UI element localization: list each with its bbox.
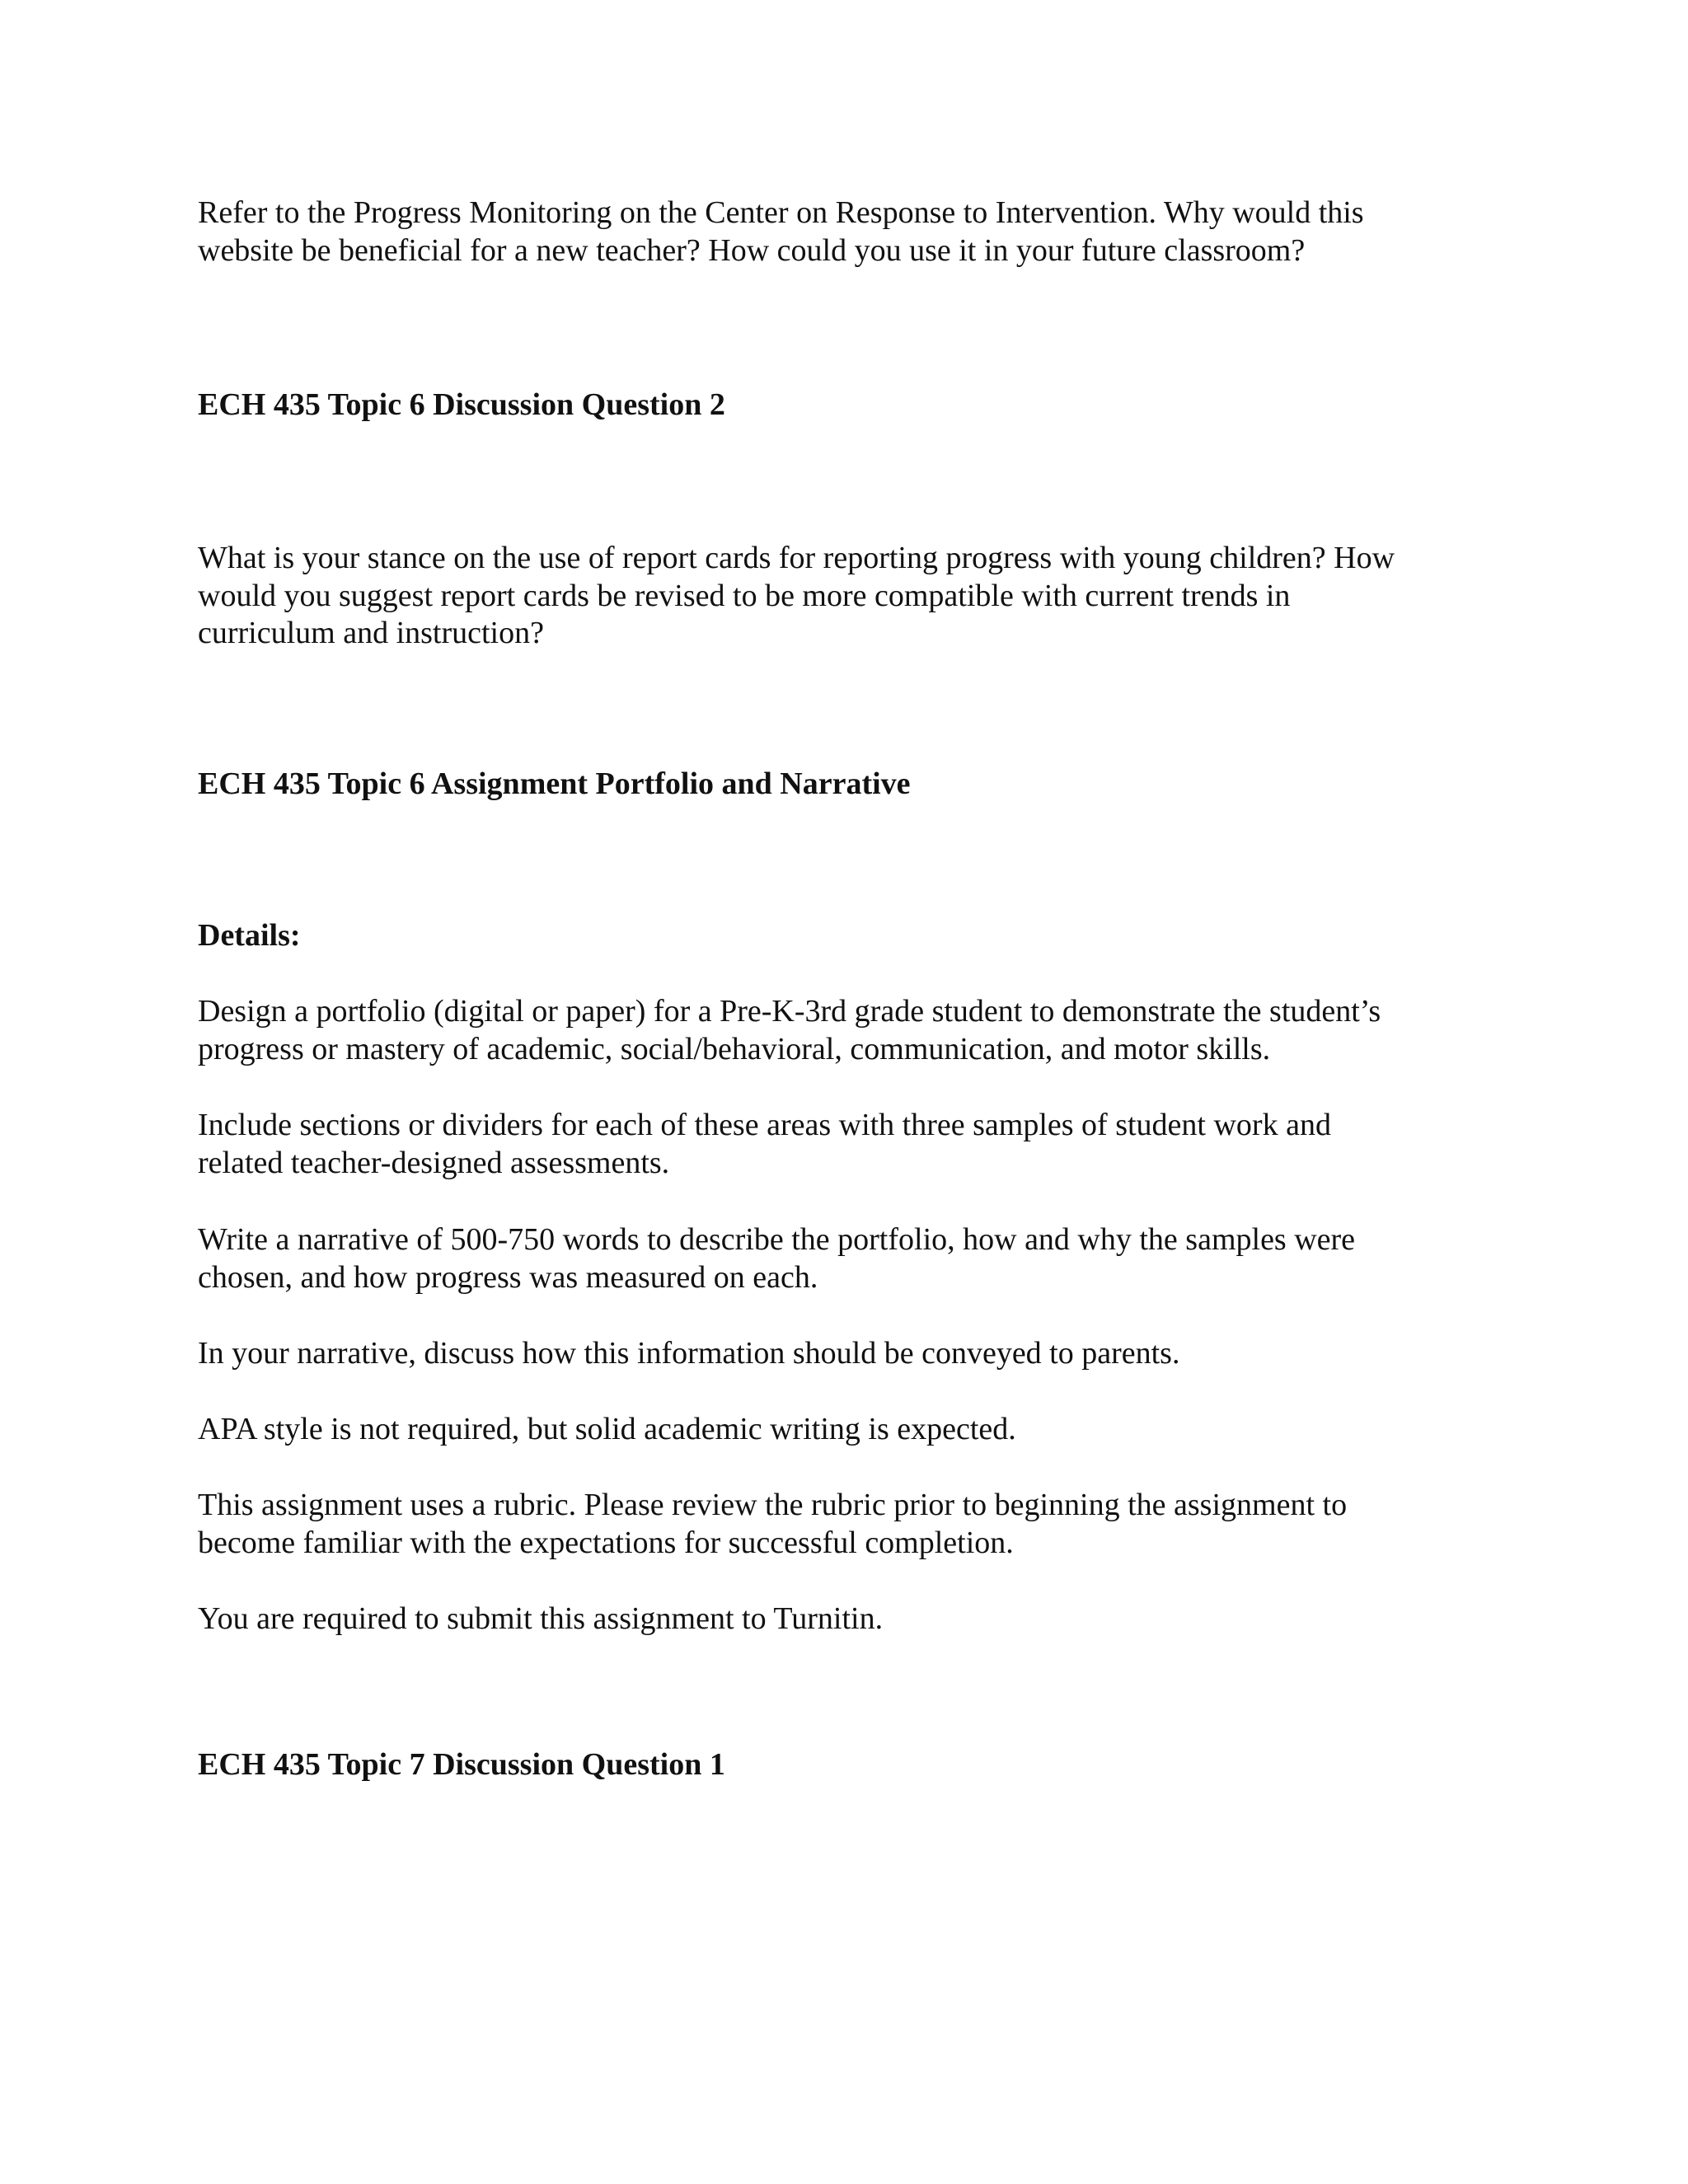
details-paragraph-line: Write a narrative of 500-750 words to describe the portfolio, how and why the samples were bbox=[198, 1222, 1356, 1257]
details-paragraph-line: You are required to submit this assignment to Turnitin. bbox=[198, 1601, 884, 1636]
details-paragraph-line: chosen, and how progress was measured on each. bbox=[198, 1260, 818, 1295]
details-paragraph-line: related teacher-designed assessments. bbox=[198, 1146, 670, 1180]
details-paragraph-line: Include sections or dividers for each of these areas with three samples of student work and bbox=[198, 1108, 1331, 1142]
section-heading: ECH 435 Topic 6 Discussion Question 2 bbox=[198, 387, 725, 422]
section-heading: ECH 435 Topic 6 Assignment Portfolio and Narrative bbox=[198, 766, 911, 801]
question-text-line: curriculum and instruction? bbox=[198, 616, 544, 650]
intro-text-line: website be beneficial for a new teacher? How could you use it in your future classroom? bbox=[198, 233, 1306, 268]
details-paragraph-line: progress or mastery of academic, social/behavioral, communication, and motor skills. bbox=[198, 1032, 1271, 1066]
intro-text-line: Refer to the Progress Monitoring on the Center on Response to Intervention. Why would this bbox=[198, 195, 1364, 230]
details-paragraph-line: Design a portfolio (digital or paper) for a Pre-K-3rd grade student to demonstrate the student’s bbox=[198, 994, 1381, 1029]
details-paragraph-line: In your narrative, discuss how this information should be conveyed to parents. bbox=[198, 1336, 1180, 1371]
question-text-line: What is your stance on the use of report cards for reporting progress with young children? How bbox=[198, 541, 1395, 575]
details-label: Details: bbox=[198, 918, 301, 953]
question-text-line: would you suggest report cards be revised to be more compatible with current trends in bbox=[198, 579, 1291, 613]
details-paragraph-line: APA style is not required, but solid academic writing is expected. bbox=[198, 1412, 1016, 1446]
details-paragraph-line: become familiar with the expectations for successful completion. bbox=[198, 1526, 1014, 1560]
section-heading: ECH 435 Topic 7 Discussion Question 1 bbox=[198, 1747, 725, 1782]
details-paragraph-line: This assignment uses a rubric. Please review the rubric prior to beginning the assignment to bbox=[198, 1488, 1348, 1522]
